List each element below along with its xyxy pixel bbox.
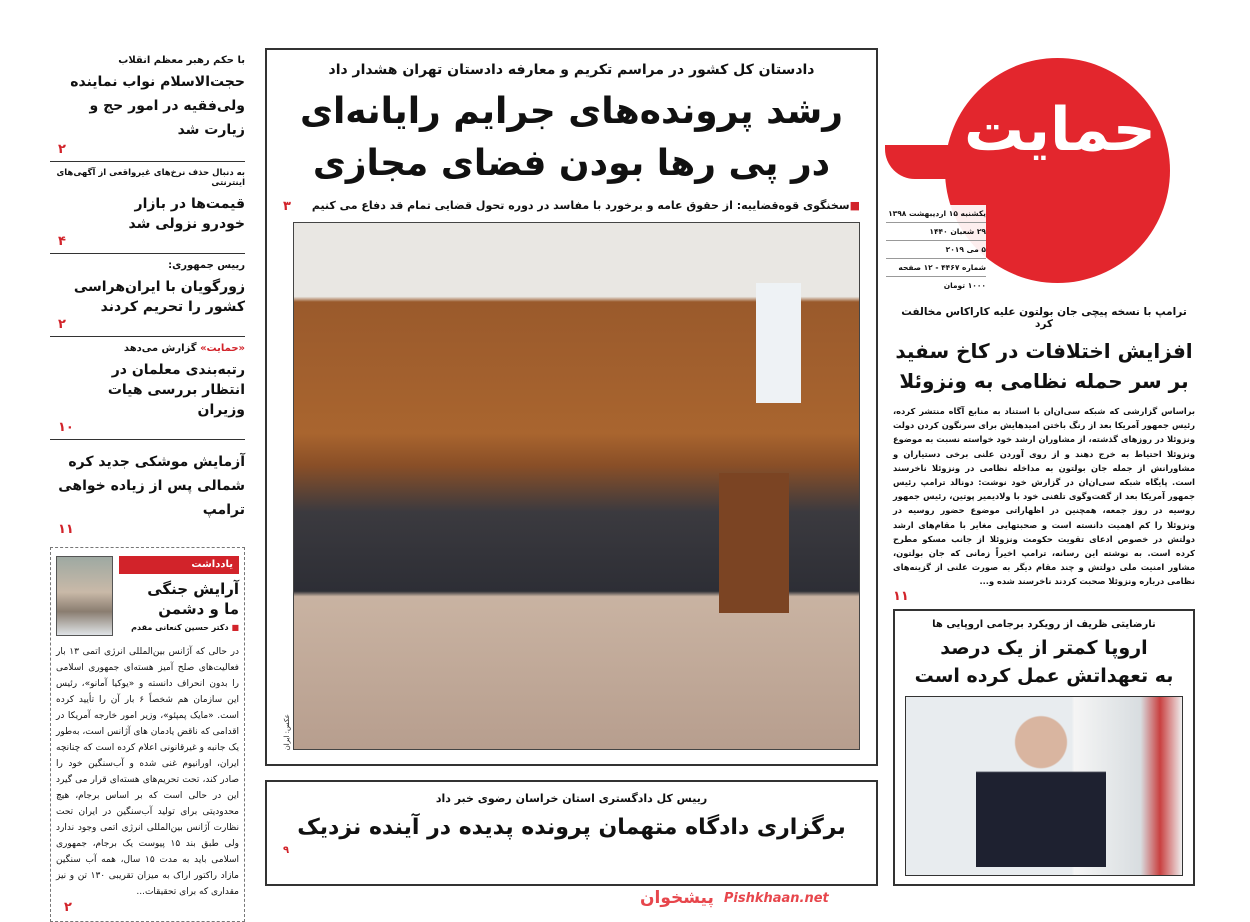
- author-photo: [56, 556, 113, 636]
- price: ۱۰۰۰ تومان: [943, 281, 986, 290]
- editorial-author: ■ دکتر حسین کنعانی مقدم: [131, 623, 239, 632]
- left-story[interactable]: [50, 337, 245, 439]
- main-headline-1: رشد پرونده‌های جرایم رایانه‌ای: [299, 91, 844, 132]
- page-number: ۲: [64, 900, 72, 915]
- bottom-kicker: رییس کل دادگستری استان خراسان رضوی خبر داد: [435, 792, 708, 805]
- headline: حجت‌الاسلام نواب نماینده ولی‌فقیه در امور حج و زیارت شد: [70, 74, 245, 138]
- person-silhouette: [976, 707, 1106, 867]
- main-photo: [293, 222, 860, 750]
- main-subhead: ■سخنگوی قوه‌قضاییه: از حقوق عامه و برخورد با مفاسد در دوره تحول قضایی تمام قد دفاع می کنیم: [311, 199, 860, 212]
- editorial-label: یادداشت: [119, 556, 239, 574]
- photo-credit: عکس: ایران: [283, 713, 291, 750]
- headline: زورگویان با ایران‌هراسی کشور را تحریم کردند: [73, 279, 245, 315]
- portrait-banner: [756, 283, 801, 403]
- watermark-fa: پیشخوان: [640, 888, 714, 908]
- editorial-box[interactable]: [50, 547, 245, 922]
- headline: قیمت‌ها در بازار خودرو نزولی شد: [128, 196, 245, 232]
- headline-1: افزایش اختلافات در کاخ سفید: [895, 339, 1193, 363]
- headline: آزمایش موشکی جدید کره شمالی پس از زیاده خواهی ترامپ: [58, 454, 245, 518]
- podium: [719, 473, 789, 613]
- right-story[interactable]: [893, 306, 1195, 605]
- kicker: نارضایتی ظریف از رویکرد برجامی اروپایی ها: [932, 618, 1156, 630]
- page-number: ۱۰: [58, 420, 74, 435]
- kicker: ترامپ با نسخه پیچی جان بولتون علیه کاراکاس مخالفت کرد: [901, 306, 1187, 330]
- left-story[interactable]: [50, 162, 245, 253]
- left-story[interactable]: [50, 440, 245, 541]
- bottom-headline: برگزاری دادگاه متهمان پرونده پدیده در آینده نزدیک: [297, 815, 846, 840]
- date-hijri: ۲۹ شعبان ۱۴۴۰: [886, 223, 986, 241]
- zarif-story[interactable]: [893, 609, 1195, 886]
- page-number: ۹: [283, 845, 290, 856]
- kicker: به دنبال حذف نرخ‌های غیرواقعی از آگهی‌های اینترنتی: [56, 168, 245, 188]
- logo-text: حمایت: [963, 95, 1157, 165]
- bottom-story[interactable]: [265, 780, 878, 886]
- date-gregorian: ۵ می ۲۰۱۹: [886, 241, 986, 259]
- headline-2: بر سر حمله نظامی به ونزوئلا: [899, 369, 1189, 393]
- page-number: ۳: [283, 199, 291, 214]
- page-number: ۱۱: [893, 588, 909, 604]
- main-headline-2: در پی رها بودن فضای مجازی: [312, 143, 831, 184]
- page-number: ۱۱: [58, 522, 74, 537]
- left-story[interactable]: [50, 55, 245, 161]
- story-body: براساس گزارشی که شبکه سی‌ان‌ان با استناد به منابع آگاه منتشر کرده، رئیس جمهور آمریکا بعد از رنگ باختن امیدهایش برای سرنگون کردن دولت ونزوئلا در روزهای گذشته، از مشاوران ارشد خود خواسته نسبت به موضوع ونزوئلا احتیاط به خرج دهند و از روی آوردن علنی برخی دستیاران و مشاورانش از جمله جان بولتون به مداخله نظامی در ونزوئلا ناخرسند است. پایگاه شبکه سی‌ان‌ان در گزارش خود نوشت: دونالد ترامپ رئیس جمهور آمریکا بعد از گفت‌وگوی تلفنی خود با ولادیمیر پوتین، رئیس جمهور روسیه در روز جمعه، همچنین در اظهاراتی موضوع حضور روسیه در ونزوئلا را کم اهمیت دانسته است و صحبتهایی مغایر با مقام‌های ارشد دولتش در خصوص ادعای تقویت حکومت ونزوئلا از جانب مسکو مطرح کرده است. به نوشته این رسانه، ترامپ اخیراً زمانی که جان بولتون، مشاور امنیت ملی دولتش و چند مقام دیگر به صورت علنی از گزینه‌های نظامی درباره ونزوئلا صحبت کردند ناخرسند شده و...: [893, 406, 1195, 587]
- date-shamsi: یکشنبه ۱۵ اردیبهشت ۱۳۹۸: [886, 205, 986, 223]
- issue-info: [886, 205, 986, 294]
- headline-1: اروپا کمتر از یک درصد: [940, 636, 1148, 659]
- headline-2: به تعهداتش عمل کرده است: [914, 664, 1174, 687]
- page-number: ۲: [58, 317, 66, 332]
- page-number: ۴: [58, 234, 66, 249]
- kicker: رییس جمهوری:: [168, 260, 245, 271]
- issue-number: شماره ۴۴۶۷ - ۱۲ صفحه: [886, 259, 986, 277]
- kicker: با حکم رهبر معظم انقلاب: [118, 55, 245, 66]
- left-column: [50, 55, 245, 922]
- main-story[interactable]: [265, 48, 878, 766]
- watermark: [640, 887, 829, 910]
- kicker-brand: «حمایت»: [200, 343, 245, 354]
- main-kicker: دادستان کل کشور در مراسم تکریم و معارفه دادستان تهران هشدار داد: [328, 62, 815, 78]
- kicker: گزارش می‌دهد: [123, 343, 201, 354]
- editorial-title: آرایش جنگی ما و دشمن: [147, 580, 239, 618]
- page-number: ۲: [58, 142, 66, 157]
- editorial-body: در حالی که آژانس بین‌المللی انرژی اتمی ۱۳ بار فعالیت‌های صلح آمیز هسته‌ای جمهوری اسلامی را بدون انحراف دانسته و «یوکیا آمانو»، رئیس این سازمان هم شخصاً ۶ بار آن را تأیید کرده است. «مایک پمپئو»، وزیر امور خارجه آمریکا در اقدامی که ناقض یادمان های آژانس است، به‌طور یک جانبه و غیرقانونی اعلام کرده است که چنانچه ایران، اورانیوم غنی شده و آب‌سنگین خود را صادر کند، تحت تحریم‌های هسته‌ای قرار می گیرد این در حالی است که بر اساس برجام، هیچ محدودیتی برای تولید آب‌سنگین در ایران تحت نظارت آژانس بین‌المللی انرژی اتمی وجود ندارد ولی طبق بند ۱۵ پیوست یک برجام، جمهوری اسلامی باید به مدت ۱۵ سال، همه آب سنگین مازاد راکتور اراک به میزان تقریبی ۱۳۰ تن و نیز مقداری که برای تحقیقات...: [56, 647, 239, 897]
- left-story[interactable]: [50, 254, 245, 336]
- right-column: [893, 306, 1195, 886]
- watermark-en: Pishkhaan.net: [723, 891, 829, 906]
- headline: رتبه‌بندی معلمان در انتظار بررسی هیات وزیران: [107, 362, 245, 418]
- zarif-photo: [905, 696, 1183, 876]
